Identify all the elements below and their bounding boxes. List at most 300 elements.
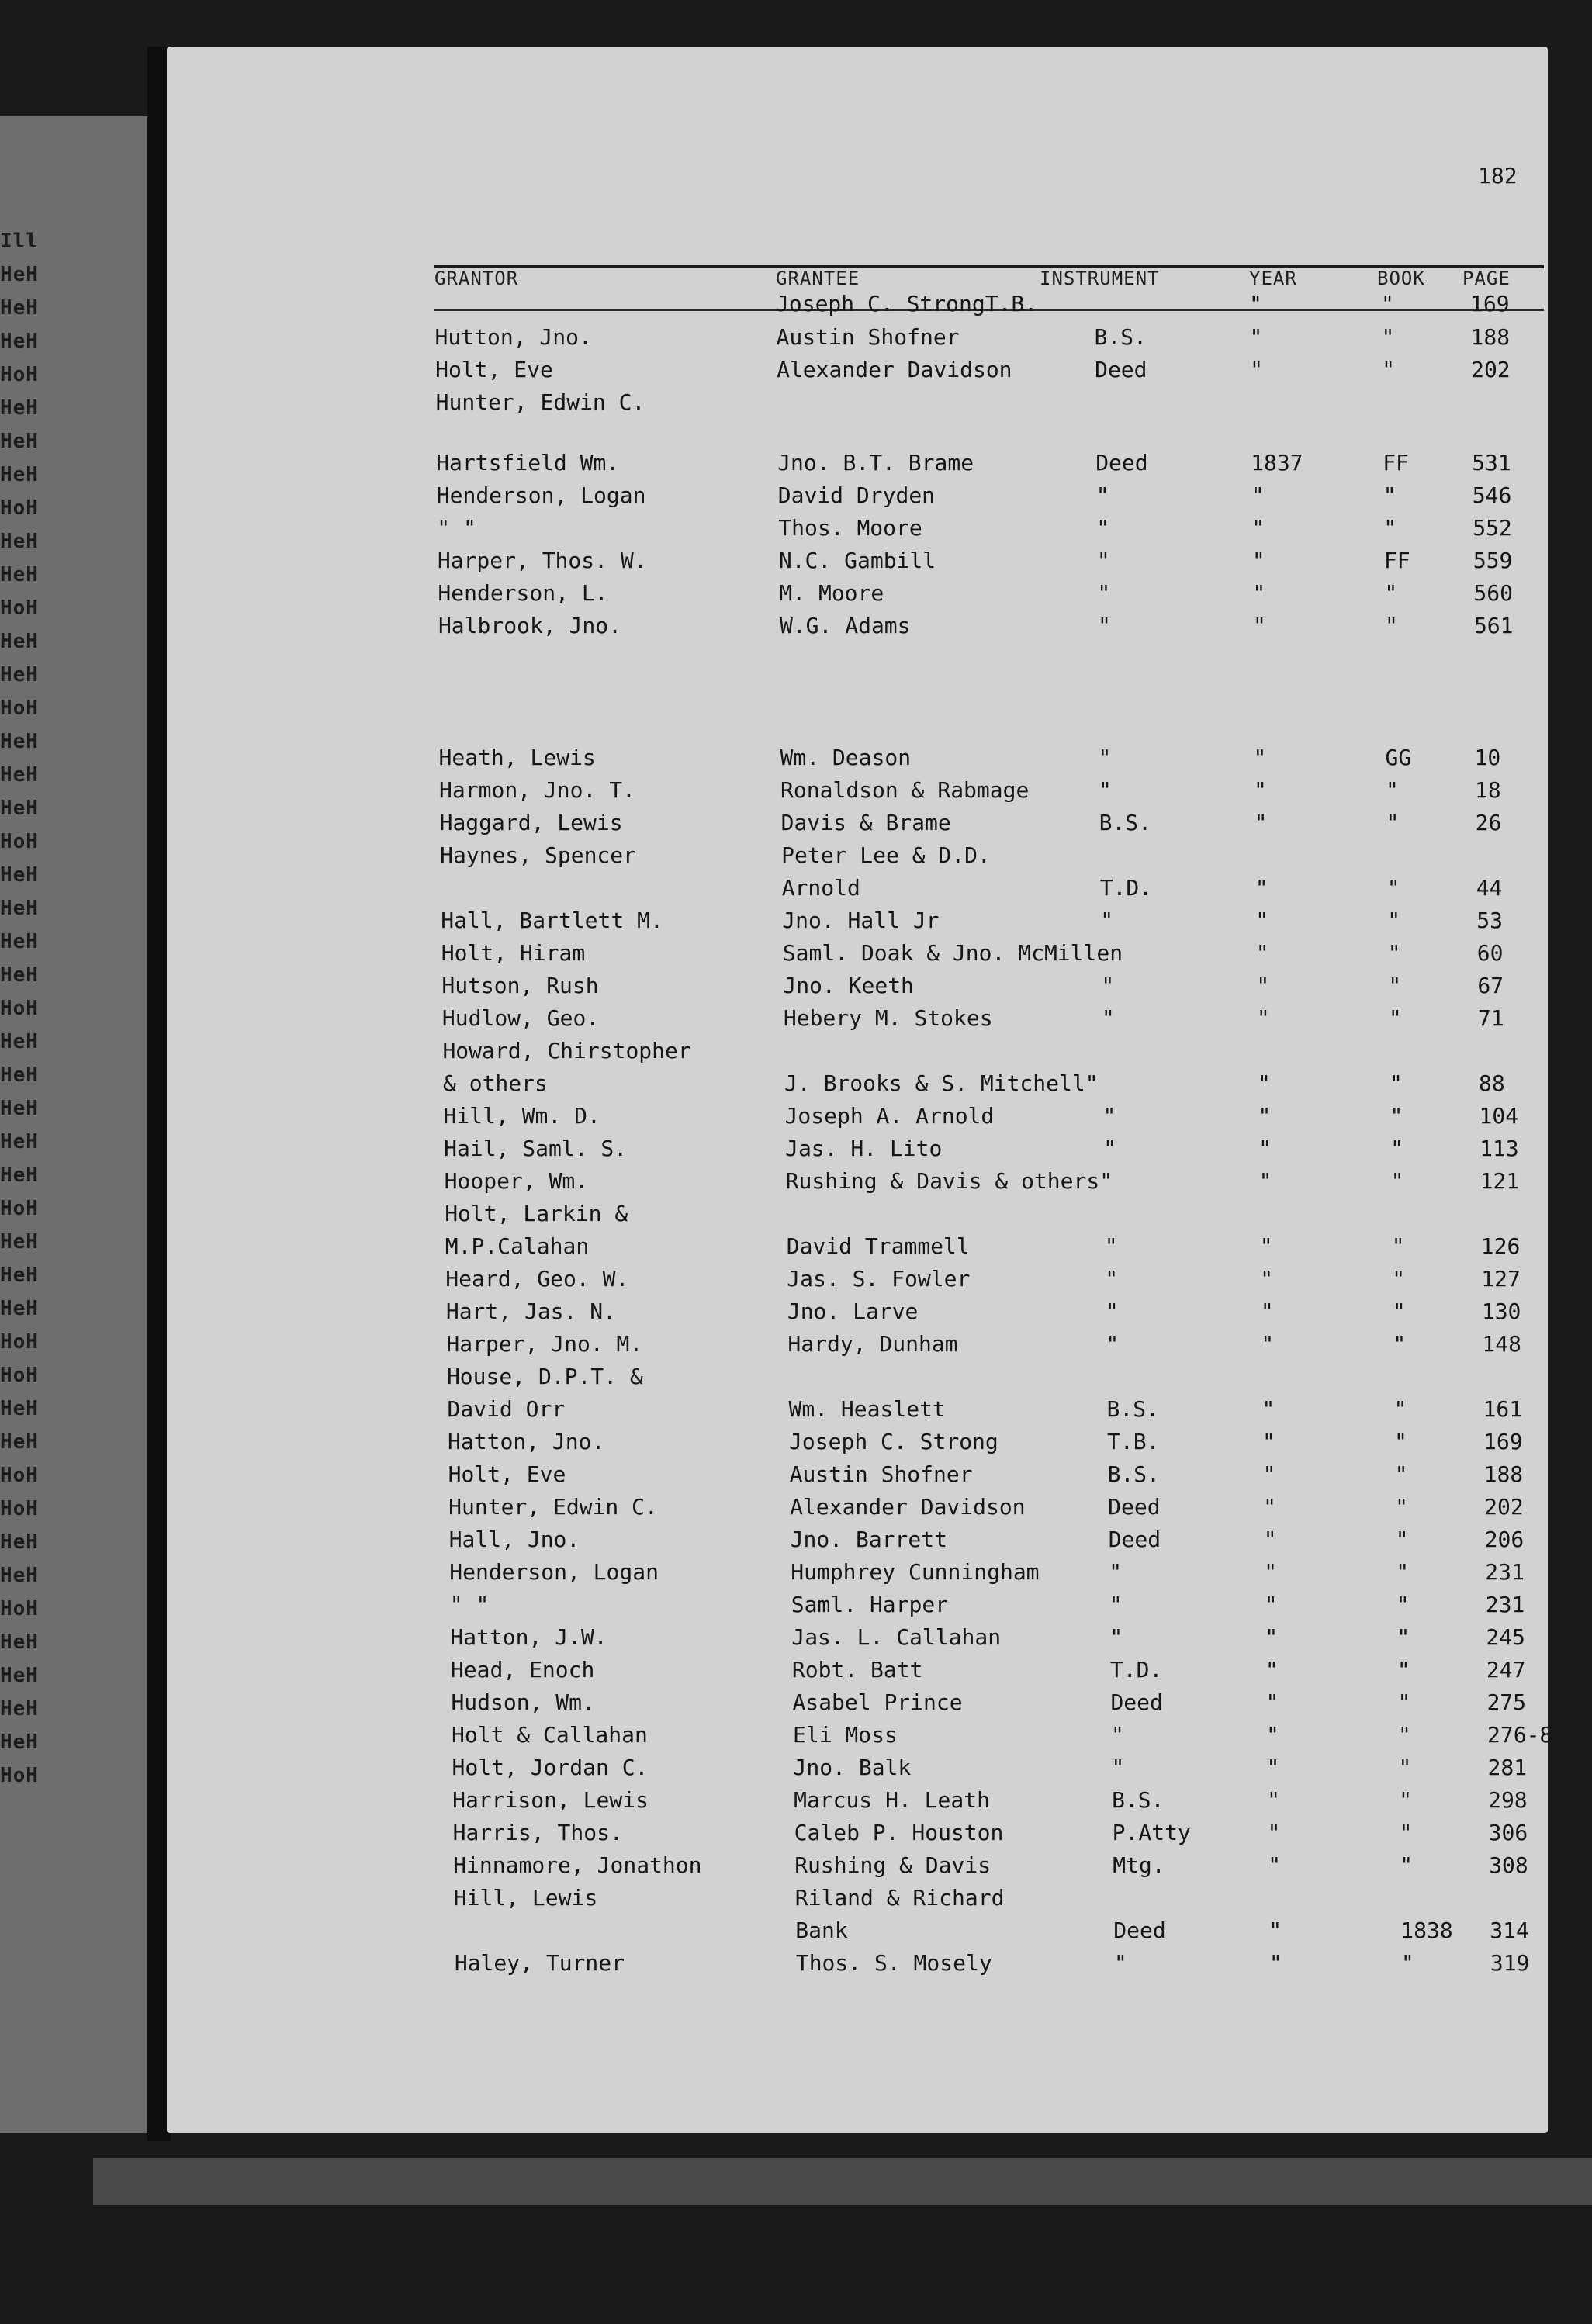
grantee-cell: Wm. Deason (780, 745, 912, 770)
book-cell: " (1398, 1722, 1411, 1748)
year-cell: " (1267, 1820, 1281, 1845)
table-row (451, 1657, 1552, 1689)
table-row (453, 1820, 1555, 1852)
grantee-cell: Saml. Doak & Jno. McMillen (782, 940, 1123, 966)
instrument-cell: B.S. (1094, 324, 1147, 350)
instrument-cell: " (1105, 1299, 1119, 1324)
table-row (445, 1168, 1546, 1201)
grantee-cell: Jno. Hall Jr (782, 908, 940, 933)
page-cell: 308 (1489, 1852, 1528, 1878)
page-cell: 188 (1483, 1461, 1524, 1487)
instrument-cell: " (1096, 515, 1110, 541)
grantor-cell: Hart, Jas. N. (445, 1299, 616, 1324)
year-cell: " (1254, 810, 1268, 835)
grantor-cell: Harper, Thos. W. (437, 548, 647, 573)
table-row (448, 1494, 1550, 1527)
grantee-cell: W.G. Adams (779, 613, 911, 638)
instrument-cell: " (1101, 1005, 1115, 1031)
page-number: 182 (1478, 163, 1518, 188)
grantee-cell: Eli Moss (793, 1722, 898, 1748)
grantee-cell: Jas. L. Callahan (791, 1624, 1002, 1650)
year-cell: " (1258, 1168, 1272, 1194)
book-cell: " (1394, 1429, 1407, 1454)
page-cell: 169 (1470, 291, 1510, 316)
grantee-cell: Rushing & Davis (794, 1852, 992, 1878)
grantee-cell: Jno. Keeth (783, 973, 914, 998)
grantee-cell: Hardy, Dunham (787, 1331, 958, 1357)
grantor-cell: " " (449, 1592, 490, 1617)
grantor-cell: Hill, Wm. D. (443, 1103, 600, 1129)
grantee-cell: Caleb P. Houston (794, 1820, 1004, 1845)
table-row (441, 908, 1542, 940)
grantor-cell: Hail, Saml. S. (444, 1136, 628, 1161)
book-cell: " (1400, 1852, 1414, 1878)
table-row (440, 810, 1542, 842)
header-book: BOOK (1377, 268, 1425, 289)
grantee-cell: Davis & Brame (780, 810, 951, 835)
grantor-cell: Hatton, J.W. (450, 1624, 607, 1650)
grantor-cell: Hudlow, Geo. (441, 1005, 600, 1031)
instrument-cell: Deed (1095, 357, 1147, 382)
table-row (437, 515, 1538, 548)
instrument-cell: B.S. (1112, 1787, 1165, 1813)
page-cell: 281 (1487, 1755, 1528, 1780)
book-cell: " (1392, 1266, 1406, 1292)
table-row (444, 1136, 1545, 1168)
grantor-cell: Heard, Geo. W. (445, 1266, 629, 1292)
grantor-cell: Hall, Jno. (448, 1527, 580, 1552)
book-cell: " (1381, 291, 1394, 316)
grantee-cell: Arnold (781, 875, 860, 901)
grantee-cell: Marcus H. Leath (794, 1787, 990, 1813)
table-row (442, 1005, 1544, 1038)
year-cell: " (1268, 1950, 1282, 1976)
table-row (442, 1038, 1544, 1070)
grantor-cell: Holt, Hiram (441, 940, 586, 966)
instrument-cell: " (1103, 1136, 1116, 1161)
page-cell: 161 (1483, 1396, 1523, 1422)
table-row (449, 1527, 1551, 1559)
year-cell: " (1253, 745, 1267, 770)
page-cell: 148 (1482, 1331, 1521, 1357)
grantor-cell: Halbrook, Jno. (438, 613, 621, 638)
book-cell: " (1396, 1657, 1410, 1682)
page-cell: 202 (1484, 1494, 1524, 1520)
table-row (445, 1266, 1547, 1299)
page-cell: 314 (1490, 1918, 1529, 1943)
grantor-cell: Hutton, Jno. (434, 324, 592, 350)
page-cell: 276-8 (1487, 1722, 1553, 1748)
grantee-cell: Austin Shofner (776, 324, 960, 350)
instrument-cell: " (1102, 1103, 1116, 1129)
book-cell: " (1395, 1494, 1408, 1520)
table-row (441, 940, 1543, 973)
year-cell: " (1255, 940, 1269, 966)
page-cell: 53 (1476, 908, 1503, 933)
page-cell: 298 (1488, 1787, 1528, 1813)
grantee-cell: Jno. B.T. Brame (777, 450, 974, 476)
table-row (434, 291, 1536, 323)
book-cell: " (1386, 777, 1399, 803)
table-row (446, 1331, 1548, 1364)
year-cell: " (1258, 1136, 1272, 1161)
year-cell: " (1259, 1233, 1273, 1259)
page-cell: 231 (1485, 1559, 1525, 1585)
table-row (446, 1299, 1548, 1331)
page-cell: 88 (1479, 1070, 1505, 1096)
grantee-cell: Hebery M. Stokes (783, 1005, 993, 1031)
grantor-cell: Hunter, Edwin C. (435, 389, 645, 415)
page-cell: 306 (1488, 1820, 1528, 1845)
book-cell: GG (1385, 745, 1412, 770)
year-cell: " (1250, 357, 1263, 382)
book-cell: " (1387, 908, 1401, 933)
table-row (441, 875, 1542, 908)
grantor-cell: Hudson, Wm. (451, 1689, 595, 1715)
page-cell: 121 (1480, 1168, 1520, 1194)
table-row (436, 389, 1538, 422)
grantor-cell: & others (443, 1070, 548, 1096)
book-cell: " (1388, 1005, 1402, 1031)
table-row (447, 1364, 1549, 1396)
grantor-cell: Harper, Jno. M. (446, 1331, 643, 1357)
table-row (445, 1201, 1546, 1233)
grantor-cell: Hill, Lewis (453, 1885, 598, 1911)
grantee-cell: Ronaldson & Rabmage (780, 777, 1030, 803)
instrument-cell: Deed (1113, 1918, 1166, 1943)
grantee-cell: Robt. Batt (791, 1657, 923, 1682)
table-row (436, 450, 1538, 482)
grantor-cell: Hunter, Edwin C. (448, 1494, 658, 1520)
year-cell: " (1265, 1689, 1279, 1715)
year-cell: " (1251, 515, 1265, 541)
book-cell: " (1393, 1331, 1407, 1357)
grantee-cell: Bank (795, 1918, 848, 1943)
year-cell: " (1249, 291, 1262, 316)
grantor-cell: " " (437, 515, 476, 541)
page-cell: 10 (1474, 745, 1501, 770)
year-cell: " (1258, 1070, 1271, 1096)
page-cell: 71 (1477, 1005, 1504, 1031)
grantor-cell: Heath, Lewis (438, 745, 596, 770)
book-cell: FF (1383, 548, 1410, 573)
instrument-cell: B.S. (1106, 1396, 1159, 1422)
table-row (448, 1461, 1550, 1494)
year-cell: " (1261, 1331, 1275, 1357)
instrument-cell: Deed (1108, 1494, 1161, 1520)
page-cell: 104 (1479, 1103, 1519, 1129)
grantor-cell: Harmon, Jno. T. (439, 777, 635, 803)
grantee-cell: Riland & Richard (794, 1885, 1005, 1911)
book-cell: " (1386, 810, 1400, 835)
page-cell: 169 (1483, 1429, 1523, 1454)
page-cell: 67 (1477, 973, 1504, 998)
grantee-cell: Alexander Davidson (777, 357, 1012, 382)
book-cell: " (1381, 324, 1395, 350)
scanner-edge (93, 2158, 1592, 2205)
instrument-cell: B.S. (1099, 810, 1152, 835)
book-cell: " (1386, 875, 1400, 901)
page-cell: 559 (1473, 548, 1513, 573)
table-row (443, 1070, 1545, 1103)
instrument-cell: " (1098, 745, 1112, 770)
table-row (435, 357, 1537, 389)
book-cell: " (1390, 1136, 1403, 1161)
instrument-cell: P.Atty (1112, 1820, 1191, 1845)
book-cell: " (1390, 1103, 1403, 1129)
grantor-cell: Hooper, Wm. (444, 1168, 589, 1194)
document-page (167, 47, 1553, 2133)
page-cell: 202 (1471, 357, 1511, 382)
year-cell: " (1251, 482, 1265, 508)
book-cell: " (1390, 1070, 1403, 1096)
grantee-cell: Joseph A. Arnold (784, 1103, 995, 1129)
year-cell: " (1265, 1657, 1279, 1682)
grantor-cell: Hinnamore, Jonathon (453, 1852, 702, 1878)
instrument-cell: " (1109, 1624, 1123, 1650)
grantor-cell: Holt, Larkin & (445, 1201, 628, 1226)
page-cell: 44 (1476, 875, 1503, 901)
instrument-cell: " (1109, 1592, 1123, 1617)
grantee-cell: Humphrey Cunningham (791, 1559, 1040, 1585)
book-cell: " (1384, 613, 1398, 638)
year-cell: " (1260, 1299, 1274, 1324)
instrument-cell: " (1105, 1266, 1119, 1292)
page-cell: 247 (1486, 1657, 1526, 1682)
grantee-cell: J. Brooks & S. Mitchell" (784, 1070, 1099, 1096)
grantee-cell: Wm. Heaslett (788, 1396, 946, 1422)
year-cell: " (1260, 1266, 1274, 1292)
book-cell: " (1394, 1461, 1408, 1487)
page-cell: 546 (1472, 482, 1512, 508)
year-cell: " (1261, 1396, 1275, 1422)
left-page-strip-text: Ill HeH HeH HeH HoH HeH HeH HeH HoH HeH HeH HoH HeH HeH HoH HeH HeH HeH HoH HeH HeH HeH HeH HoH HeH HeH HeH HeH HeH HoH HeH HeH HeH HoH HoH HeH HeH HoH HoH HeH HeH HoH HeH HeH HeH HeH HoH (0, 230, 39, 1787)
grantor-cell: Henderson, Logan (436, 482, 646, 508)
page-cell: 113 (1480, 1136, 1519, 1161)
book-cell: " (1399, 1787, 1412, 1813)
book-cell: " (1390, 1168, 1404, 1194)
table-row (439, 745, 1541, 777)
grantee-cell: Saml. Harper (791, 1592, 949, 1617)
grantee-cell: Thos. Moore (778, 515, 922, 541)
year-cell: " (1266, 1755, 1280, 1780)
instrument-cell: T.B. (1107, 1429, 1160, 1454)
header-grantee: GRANTEE (776, 268, 860, 289)
instrument-cell: T.D. (1109, 1657, 1163, 1682)
book-cell: " (1396, 1592, 1410, 1617)
grantee-cell: Jas. H. Lito (785, 1136, 943, 1161)
grantee-cell: Jno. Larve (787, 1299, 919, 1324)
year-cell: 1837 (1251, 450, 1303, 476)
year-cell: " (1263, 1527, 1277, 1552)
table-row (438, 613, 1540, 645)
grantee-cell: Rushing & Davis & others" (785, 1168, 1113, 1194)
header-grantor: GRANTOR (434, 268, 519, 289)
year-cell: " (1254, 777, 1267, 803)
year-cell: " (1258, 1103, 1272, 1129)
table-row (438, 548, 1539, 580)
book-cell: " (1398, 1755, 1412, 1780)
instrument-cell: " (1099, 777, 1112, 803)
book-cell: " (1387, 940, 1401, 966)
table-row (435, 324, 1537, 357)
grantor-cell: Hall, Bartlett M. (441, 908, 663, 933)
book-cell: 1838 (1400, 1918, 1453, 1943)
book-cell: " (1382, 357, 1395, 382)
page-cell: 127 (1481, 1266, 1521, 1292)
table-row (448, 1429, 1549, 1461)
table-row (440, 842, 1542, 875)
grantor-cell: Holt, Eve (435, 357, 553, 382)
instrument-cell: " (1111, 1755, 1125, 1780)
table-row (452, 1787, 1554, 1820)
book-cell: " (1400, 1950, 1414, 1976)
grantor-cell: Haley, Turner (454, 1950, 625, 1976)
instrument-cell: Deed (1110, 1689, 1163, 1715)
year-cell: " (1252, 580, 1266, 606)
grantor-cell: M.P.Calahan (445, 1233, 590, 1259)
page-cell: 552 (1473, 515, 1512, 541)
grantee-cell: Jno. Balk (793, 1755, 912, 1780)
grantee-cell: Jno. Barrett (790, 1527, 947, 1552)
book-cell: " (1392, 1299, 1406, 1324)
grantor-cell: David Orr (447, 1396, 566, 1422)
page-cell: 26 (1475, 810, 1502, 835)
table-row (445, 1233, 1547, 1266)
table-row (450, 1624, 1552, 1657)
book-cell: " (1384, 580, 1398, 606)
year-cell: " (1262, 1461, 1276, 1487)
table-row (438, 580, 1539, 613)
instrument-cell: " (1100, 908, 1114, 933)
year-cell: " (1252, 613, 1266, 638)
book-cell: FF (1383, 450, 1409, 476)
book-cell: " (1396, 1624, 1410, 1650)
table-row (452, 1722, 1553, 1755)
year-cell: " (1267, 1787, 1280, 1813)
book-cell: " (1383, 482, 1396, 508)
grantee-cell: Joseph C. StrongT.B. (776, 291, 1038, 316)
grantee-cell: N.C. Gambill (778, 548, 936, 573)
page-cell: 245 (1486, 1624, 1525, 1650)
year-cell: " (1268, 1918, 1282, 1943)
grantee-cell: David Trammell (786, 1233, 970, 1259)
grantor-cell: Howard, Chirstopher (442, 1038, 691, 1063)
instrument-cell: " (1097, 613, 1111, 638)
grantee-cell: Alexander Davidson (790, 1494, 1026, 1520)
year-cell: " (1263, 1494, 1276, 1520)
grantor-cell: Hutson, Rush (441, 973, 599, 998)
instrument-cell: " (1101, 973, 1115, 998)
grantor-cell: Harris, Thos. (452, 1820, 623, 1845)
table-row (452, 1755, 1554, 1787)
page-cell: 126 (1480, 1233, 1521, 1259)
instrument-cell: Mtg. (1113, 1852, 1165, 1878)
page-cell: 275 (1486, 1689, 1527, 1715)
year-cell: " (1249, 324, 1263, 350)
page-cell: 561 (1473, 613, 1514, 638)
year-cell: " (1264, 1559, 1278, 1585)
page-cell: 130 (1481, 1299, 1521, 1324)
table-row (439, 777, 1541, 810)
grantee-cell: David Dryden (777, 482, 936, 508)
grantee-cell: Thos. S. Mosely (795, 1950, 992, 1976)
book-cell: " (1396, 1559, 1410, 1585)
year-cell: " (1255, 875, 1268, 901)
instrument-cell: " (1096, 548, 1110, 573)
grantee-cell: Peter Lee & D.D. (781, 842, 991, 868)
grantor-cell: Holt & Callahan (452, 1722, 648, 1748)
grantor-cell: House, D.P.T. & (446, 1364, 643, 1389)
instrument-cell: " (1104, 1233, 1118, 1259)
year-cell: " (1255, 908, 1269, 933)
grantee-cell: Jas. S. Fowler (787, 1266, 971, 1292)
table-row (441, 973, 1543, 1005)
grantor-cell: Head, Enoch (450, 1657, 595, 1682)
instrument-cell: " (1109, 1559, 1123, 1585)
grantee-cell: Austin Shofner (789, 1461, 973, 1487)
table-row (454, 1885, 1556, 1918)
year-cell: " (1268, 1852, 1282, 1878)
book-cell: " (1399, 1820, 1413, 1845)
table-row (453, 1852, 1555, 1885)
header-year: YEAR (1249, 268, 1297, 289)
page-cell: 188 (1470, 324, 1511, 350)
table-row (454, 1918, 1556, 1950)
instrument-cell: " (1095, 482, 1109, 508)
instrument-cell: " (1113, 1950, 1127, 1976)
book-cell: " (1395, 1527, 1409, 1552)
header-instrument: INSTRUMENT (1040, 268, 1160, 289)
grantor-cell: Harrison, Lewis (452, 1787, 649, 1813)
instrument-cell: " (1106, 1331, 1120, 1357)
year-cell: " (1256, 973, 1270, 998)
grantor-cell: Hatton, Jno. (448, 1429, 605, 1454)
instrument-cell: " (1097, 580, 1111, 606)
page-cell: 319 (1490, 1950, 1530, 1976)
grantor-cell: Henderson, L. (438, 580, 608, 606)
year-cell: " (1262, 1429, 1275, 1454)
year-cell: " (1251, 548, 1265, 573)
grantor-cell: Haggard, Lewis (439, 810, 623, 835)
table-row (444, 1103, 1545, 1136)
page-cell: 560 (1473, 580, 1513, 606)
book-cell: " (1383, 515, 1397, 541)
page-cell: 60 (1476, 940, 1504, 966)
grantee-cell: M. Moore (779, 580, 884, 606)
grantor-cell: Holt, Eve (448, 1461, 566, 1487)
grantor-cell: Haynes, Spencer (440, 842, 637, 868)
table-row (451, 1689, 1552, 1722)
book-cell: " (1391, 1233, 1405, 1259)
page-cell: 206 (1484, 1527, 1525, 1552)
instrument-cell: Deed (1108, 1527, 1161, 1552)
instrument-cell: B.S. (1107, 1461, 1161, 1487)
book-cell: " (1388, 973, 1402, 998)
book-cell: " (1397, 1689, 1411, 1715)
page-cell: 531 (1472, 450, 1511, 476)
grantee-cell: Asabel Prince (792, 1689, 963, 1715)
grantor-cell: Henderson, Logan (449, 1559, 659, 1585)
grantor-cell: Holt, Jordan C. (452, 1755, 649, 1780)
table-row (455, 1950, 1556, 1983)
year-cell: " (1265, 1624, 1279, 1650)
page-cell: 18 (1475, 777, 1501, 803)
page-cell: 231 (1485, 1592, 1525, 1617)
instrument-cell: Deed (1095, 450, 1148, 476)
table-row (450, 1592, 1552, 1624)
year-cell: " (1266, 1722, 1279, 1748)
